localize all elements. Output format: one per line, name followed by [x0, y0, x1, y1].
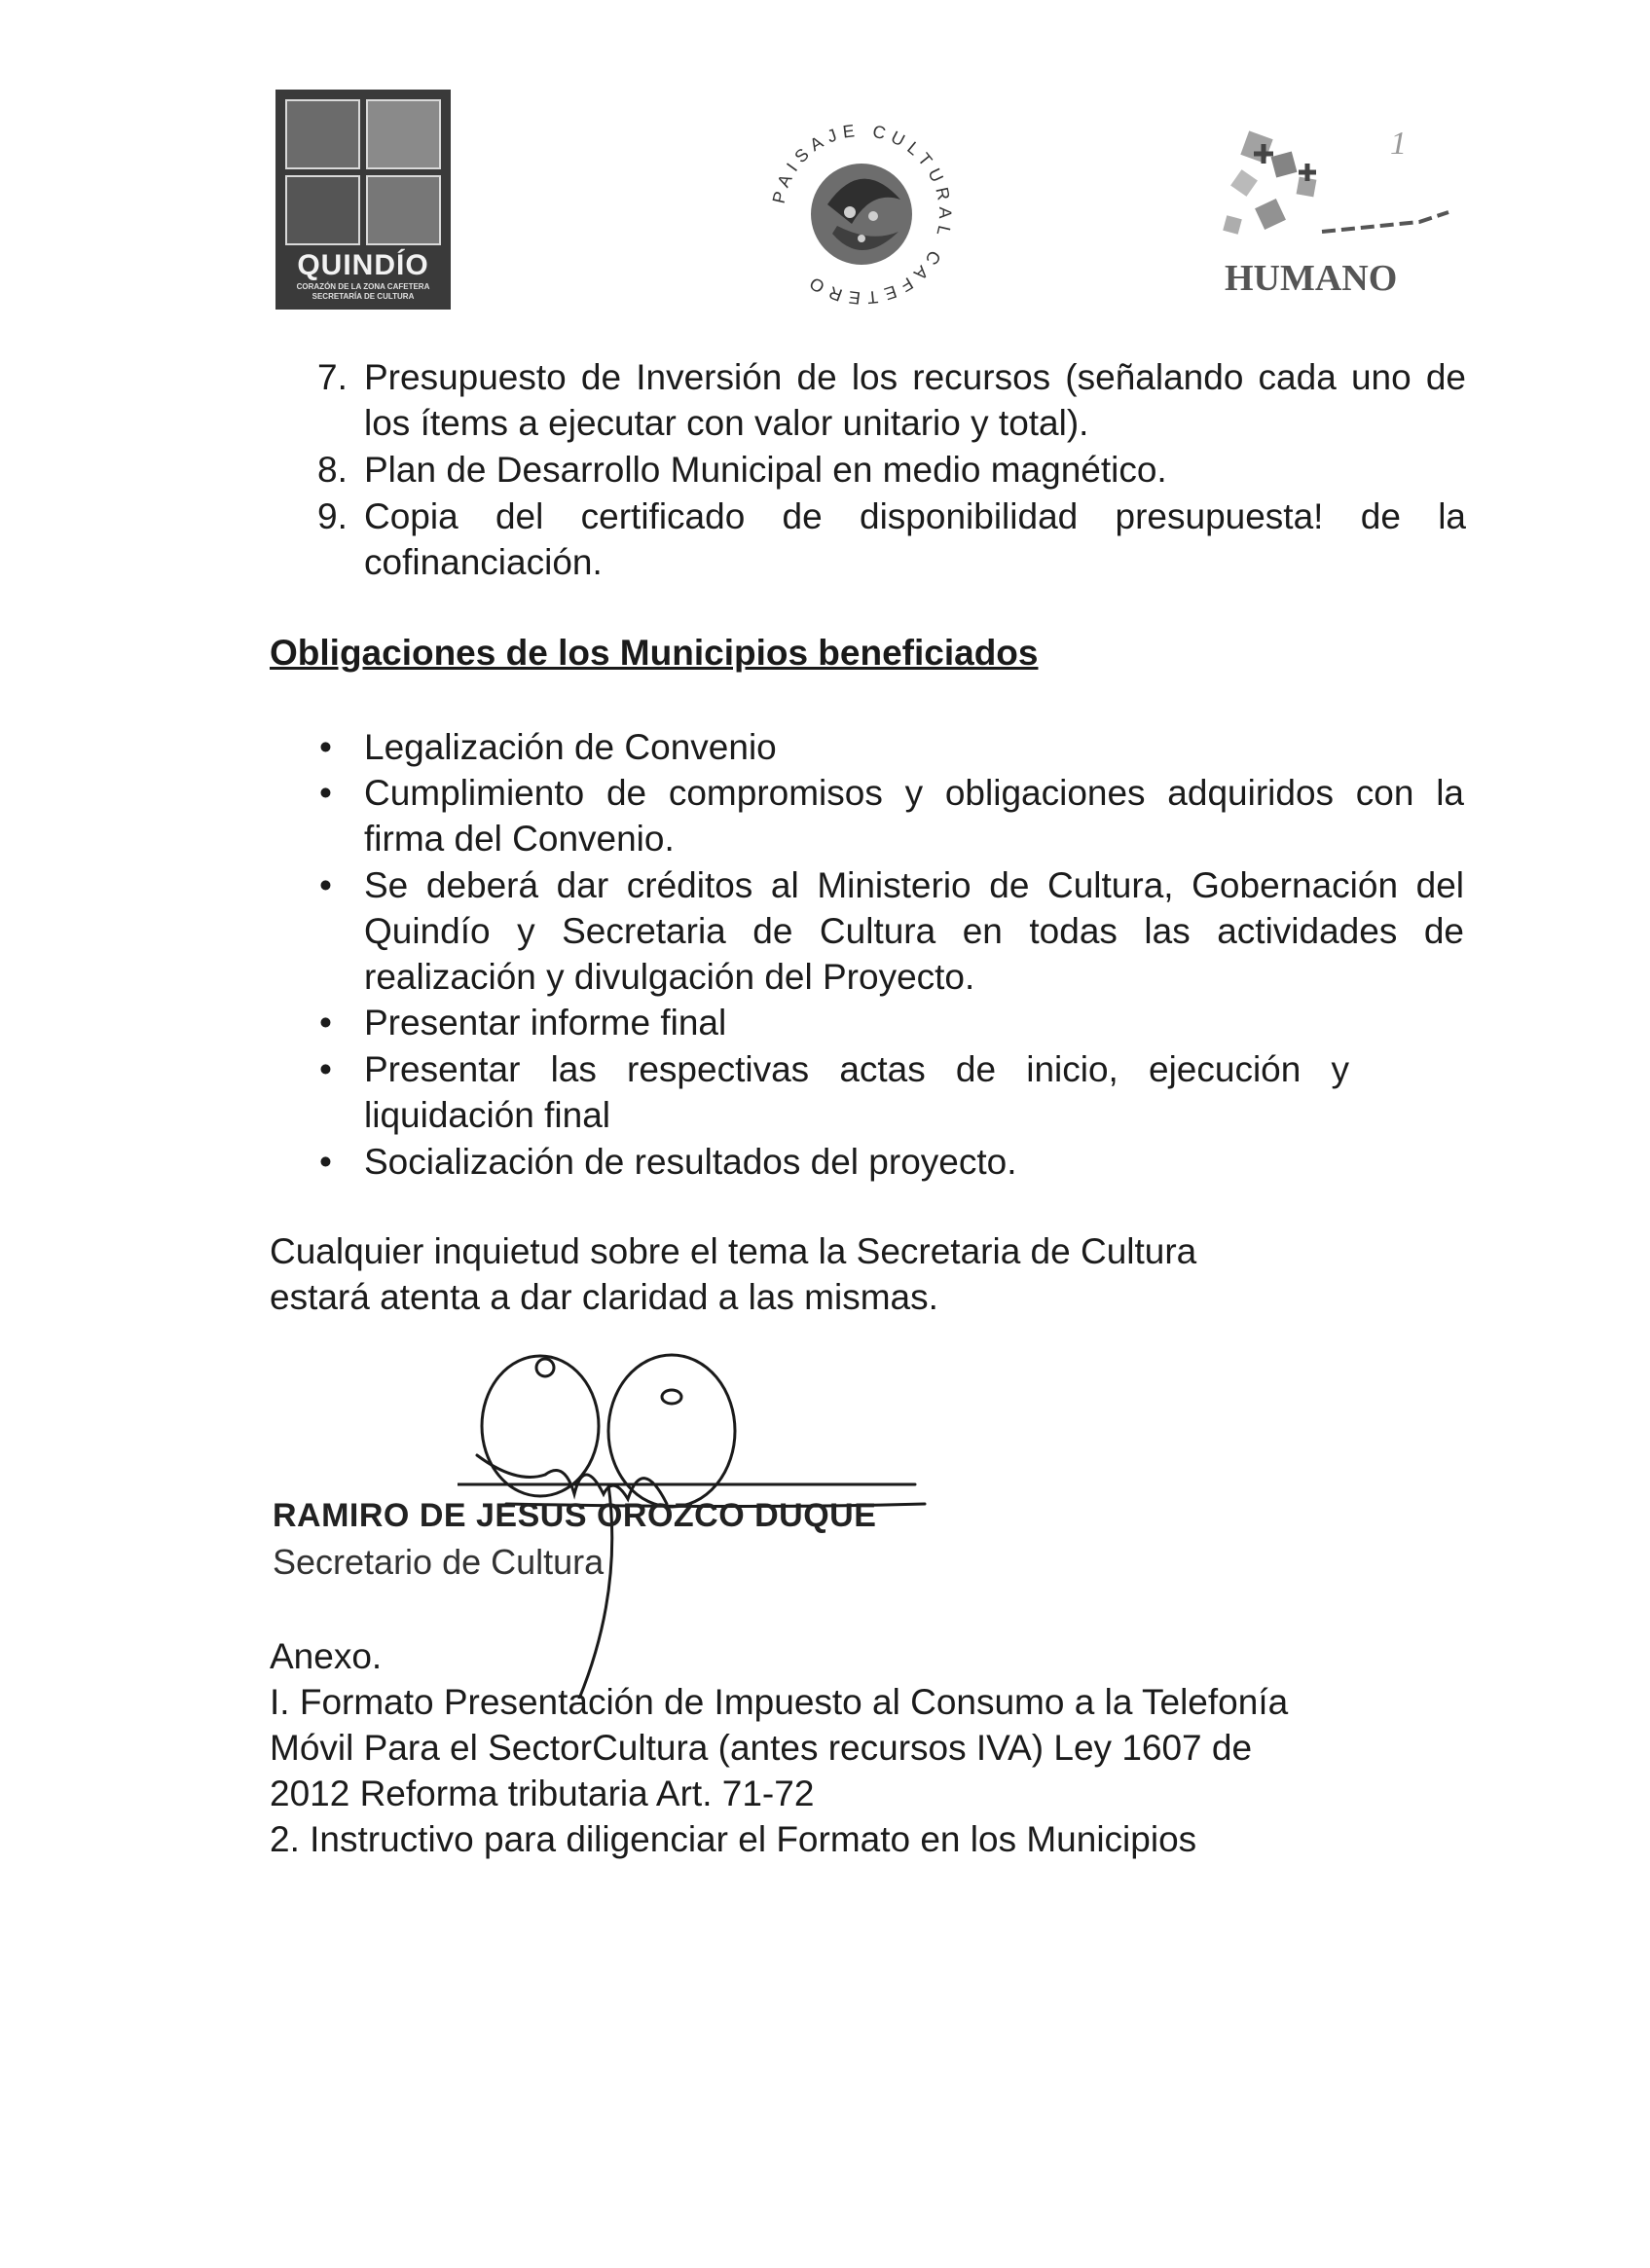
annex-label: Anexo. — [270, 1636, 383, 1676]
quindio-logo-emblem — [285, 99, 441, 245]
requirement-number: 9. — [317, 496, 348, 536]
bullet-icon: • — [319, 773, 332, 813]
requirement-text: Copia del certificado de disponibilidad presupuesta! de la cofinanciación. — [364, 496, 1466, 582]
quindio-logo-name: QUINDÍO — [297, 249, 429, 281]
requirement-number: 7. — [317, 357, 348, 397]
obligations-heading: Obligaciones de los Municipios beneficiados — [270, 633, 1039, 673]
humano-logo — [1215, 125, 1478, 310]
signatory-name: RAMIRO DE JESUS OROZCO DUQUE — [273, 1497, 877, 1534]
bullet-icon: • — [319, 1049, 332, 1089]
list-item: • Presentar las respectivas actas de inicio, ejecución y liquidación final — [317, 1046, 1349, 1138]
list-item: • Presentar informe final — [317, 1000, 1464, 1045]
paisaje-cultural-cafetero-logo — [745, 97, 978, 311]
signatory-title: Secretario de Cultura — [273, 1542, 605, 1582]
svg-text:1: 1 — [1390, 126, 1407, 162]
requirement-text: Plan de Desarrollo Municipal en medio magnético. — [364, 450, 1167, 490]
humano-logo-word: HUMANO — [1225, 258, 1398, 299]
list-item: • Socialización de resultados del proyecto. — [317, 1139, 1464, 1185]
bullet-icon: • — [319, 1003, 332, 1043]
requirement-number: 8. — [317, 450, 348, 490]
list-item: • Cumplimiento de compromisos y obligaciones adquiridos con la firma del Convenio. — [317, 770, 1464, 861]
requirement-item — [317, 354, 1466, 446]
requirement-item — [317, 447, 1466, 493]
bullet-icon: • — [319, 727, 332, 767]
list-item: • Legalización de Convenio — [317, 724, 1464, 770]
requirement-text: Presupuesto de Inversión de los recursos (señalando cada uno de los ítems a ejecutar con valor unitario y total). — [364, 357, 1466, 443]
closing-paragraph: Cualquier inquietud sobre el tema la Secretaria de Cultura estará atenta a dar claridad a las mismas. — [270, 1231, 1197, 1317]
paisaje-logo-arc-text: PAISAJE CULTURAL CAFETERO — [768, 120, 956, 309]
annex-section — [270, 1633, 1496, 1862]
bullet-icon: • — [319, 1142, 332, 1182]
requirement-item — [317, 494, 1466, 585]
bullet-icon: • — [319, 865, 332, 905]
annex-item-2: 2. Instructivo para diligenciar el Formato en los Municipios — [270, 1819, 1197, 1859]
quindio-logo-tagline: CORAZÓN DE LA ZONA CAFETERA SECRETARÍA DE CULTURA — [296, 282, 430, 301]
list-item: • Se deberá dar créditos al Ministerio de Cultura, Gobernación del Quindío y Secretaria de Cultura en todas las actividades de realización y divulgación del Proyecto. — [317, 862, 1464, 1000]
annex-item-1: I. Formato Presentación de Impuesto al Consumo a la Telefonía Móvil Para el SectorCultura (antes recursos IVA) Ley 1607 de 2012 Reforma tributaria Art. 71-72 — [270, 1682, 1289, 1813]
quindio-logo — [275, 90, 451, 310]
